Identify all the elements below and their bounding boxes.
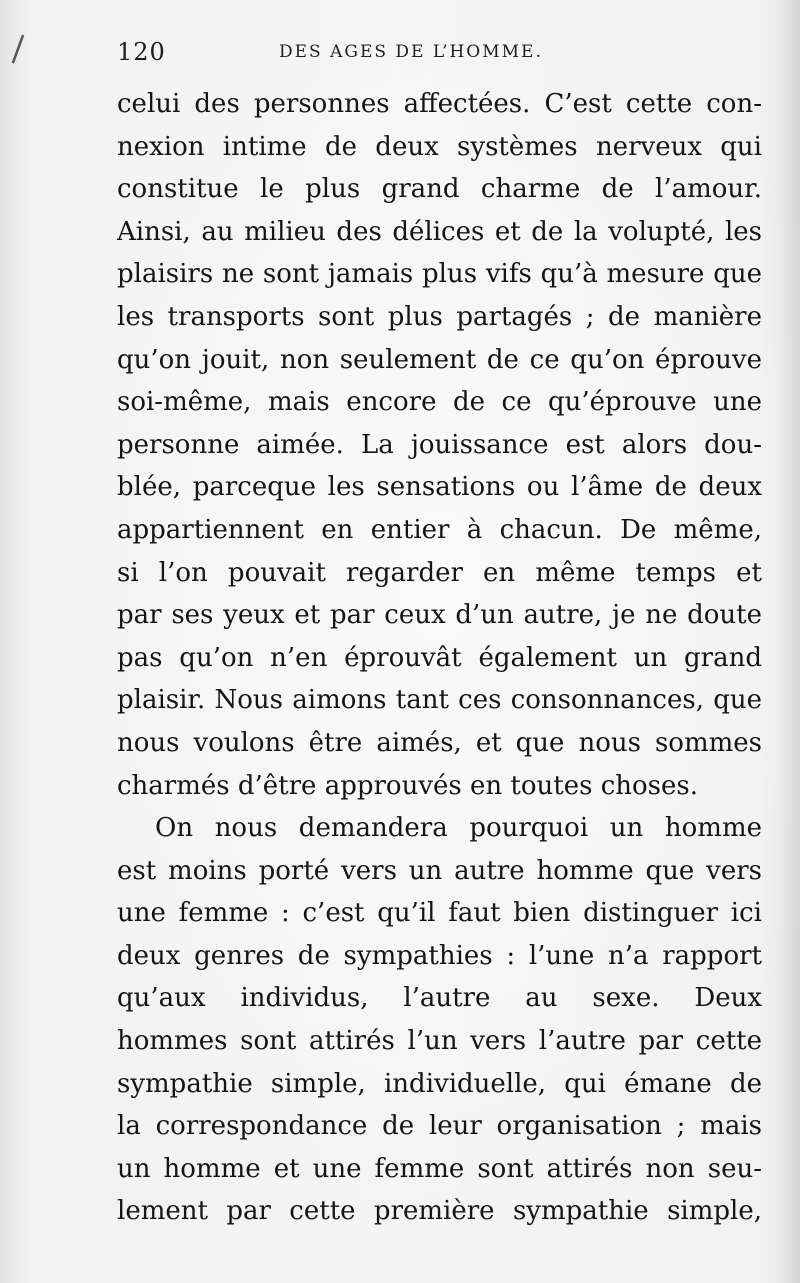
text-line: sympathie simple, individuelle, qui émane de	[117, 1068, 762, 1099]
text-line: une femme : c’est qu’il faut bien distinguer ici	[117, 898, 762, 929]
text-line: pas qu’on n’en éprouvât également un grand	[117, 642, 762, 673]
text-line: nexion intime de deux systèmes nerveux qui	[117, 131, 762, 162]
text-line: blée, parceque les sensations ou l’âme de deux	[117, 472, 762, 503]
text-line: si l’on pouvait regarder en même temps et	[117, 557, 762, 588]
text-line: est moins porté vers un autre homme que vers	[117, 855, 762, 886]
running-title: DES AGES DE L’HOMME.	[279, 42, 543, 62]
page-header	[117, 38, 757, 78]
text-line: la correspondance de leur organisation ; mais	[117, 1111, 762, 1142]
text-line: soi-même, mais encore de ce qu’éprouve une	[117, 387, 762, 418]
text-line: qu’on jouit, non seulement de ce qu’on éprouve	[117, 344, 762, 375]
text-line: par ses yeux et par ceux d’un autre, je ne doute	[117, 600, 762, 631]
body-text	[117, 83, 762, 1233]
text-line: lement par cette première sympathie simple,	[117, 1196, 762, 1227]
text-line: qu’aux individus, l’autre au sexe. Deux	[117, 983, 762, 1014]
page-number: 120	[117, 38, 166, 66]
ink-mark: ❘	[0, 26, 37, 69]
text-line: constitue le plus grand charme de l’amour.	[117, 174, 762, 205]
text-line: un homme et une femme sont attirés non seu-	[117, 1153, 762, 1184]
text-line: nous voulons être aimés, et que nous sommes	[117, 727, 762, 758]
paragraph-end-line: charmés d’être approuvés en toutes choses.	[117, 770, 698, 801]
text-line: Ainsi, au milieu des délices et de la volupté, les	[117, 216, 762, 247]
text-line: appartiennent en entier à chacun. De même,	[117, 514, 762, 545]
page-edge-shadow	[778, 0, 800, 1283]
text-line: deux genres de sympathies : l’une n’a rapport	[117, 940, 762, 971]
text-line: personne aimée. La jouissance est alors dou-	[117, 429, 762, 460]
text-line: celui des personnes affectées. C’est cette con-	[117, 89, 762, 119]
paragraph-start-line: On nous demandera pourquoi un homme	[155, 813, 762, 844]
text-line: plaisirs ne sont jamais plus vifs qu’à mesure que	[117, 259, 762, 290]
text-line: hommes sont attirés l’un vers l’autre par cette	[117, 1026, 762, 1057]
text-line: plaisir. Nous aimons tant ces consonnances, que	[117, 685, 762, 716]
text-line: les transports sont plus partagés ; de manière	[117, 301, 762, 332]
